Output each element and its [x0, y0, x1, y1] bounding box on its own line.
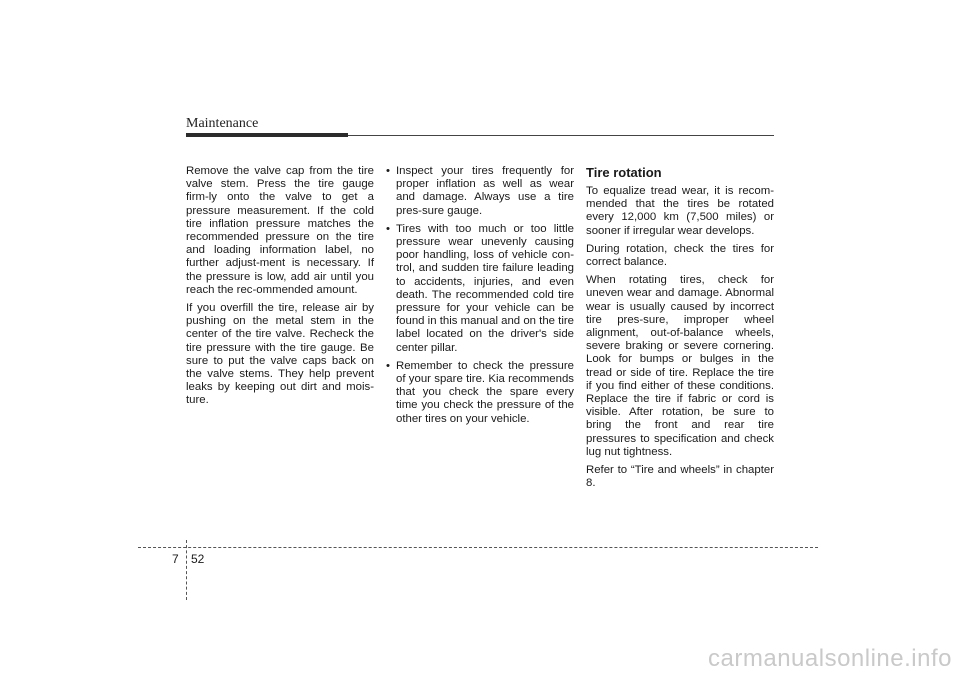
paragraph-balance: During rotation, check the tires for correct balance. — [586, 242, 774, 269]
list-item: • Remember to check the pressure of your spare tire. Kia recommends that you check the spare every time you check the pressure of the other tires on your vehicle. — [386, 360, 574, 426]
header-rule-thin — [348, 135, 774, 136]
paragraph-overfill: If you overfill the tire, release air by pushing on the metal stem in the center of the tire valve. Recheck the tire pressure with the tire gauge. Be sure to put the valve caps back on the valve stems. They help prevent leaks by keeping out dirt and mois-ture. — [186, 302, 374, 407]
watermark: carmanualsonline.info — [708, 645, 952, 672]
chapter-number: 7 — [172, 552, 179, 566]
paragraph-rotation-interval: To equalize tread wear, it is recom-mended that the tires be rotated every 12,000 km (7,500 miles) or sooner if irregular wear develops. — [586, 185, 774, 237]
tire-tips-list — [386, 165, 574, 426]
list-item: • Tires with too much or too little pressure wear unevenly causing poor handling, loss of vehicle con-trol, and sudden tire failure leading to accidents, injuries, and even death. The recommended cold tire pressure for your vehicle can be found in this manual and on the tire label located on the driver's side center pillar. — [386, 223, 574, 355]
header-rule-thick — [186, 133, 348, 137]
section-header-title: Maintenance — [186, 116, 259, 131]
paragraph-reference: Refer to “Tire and wheels” in chapter 8. — [586, 464, 774, 490]
paragraph-uneven-wear: When rotating tires, check for uneven wear and damage. Abnormal wear is usually caused by incorrect tire pres-sure, improper wheel alignment, out-of-balance wheels, severe braking or severe cornering. Look for bumps or bulges in the tread or side of tire. Replace the tire if you find either of these conditions. Replace the tire if fabric or cord is visible. After rotation, be sure to bring the front and rear tire pressures to specification and check lug nut tightness. — [586, 274, 774, 458]
column-middle — [386, 165, 574, 431]
column-right — [586, 165, 774, 495]
page-number: 52 — [191, 552, 205, 566]
tire-rotation-heading: Tire rotation — [586, 165, 662, 180]
footer-dashed-rule — [138, 547, 818, 548]
paragraph-check-pressure: Remove the valve cap from the tire valve stem. Press the tire gauge firm-ly onto the valve to get a pressure measurement. If the cold tire inflation pressure matches the recommended pressure on the tire and loading information label, no further adjust-ment is necessary. If the pressure is low, add air until you reach the rec-ommended amount. — [186, 165, 374, 296]
column-left — [186, 165, 374, 413]
footer-dashed-divider — [186, 540, 187, 600]
list-item: • Inspect your tires frequently for proper inflation as well as wear and damage. Always use a tire pres-sure gauge. — [386, 165, 574, 218]
